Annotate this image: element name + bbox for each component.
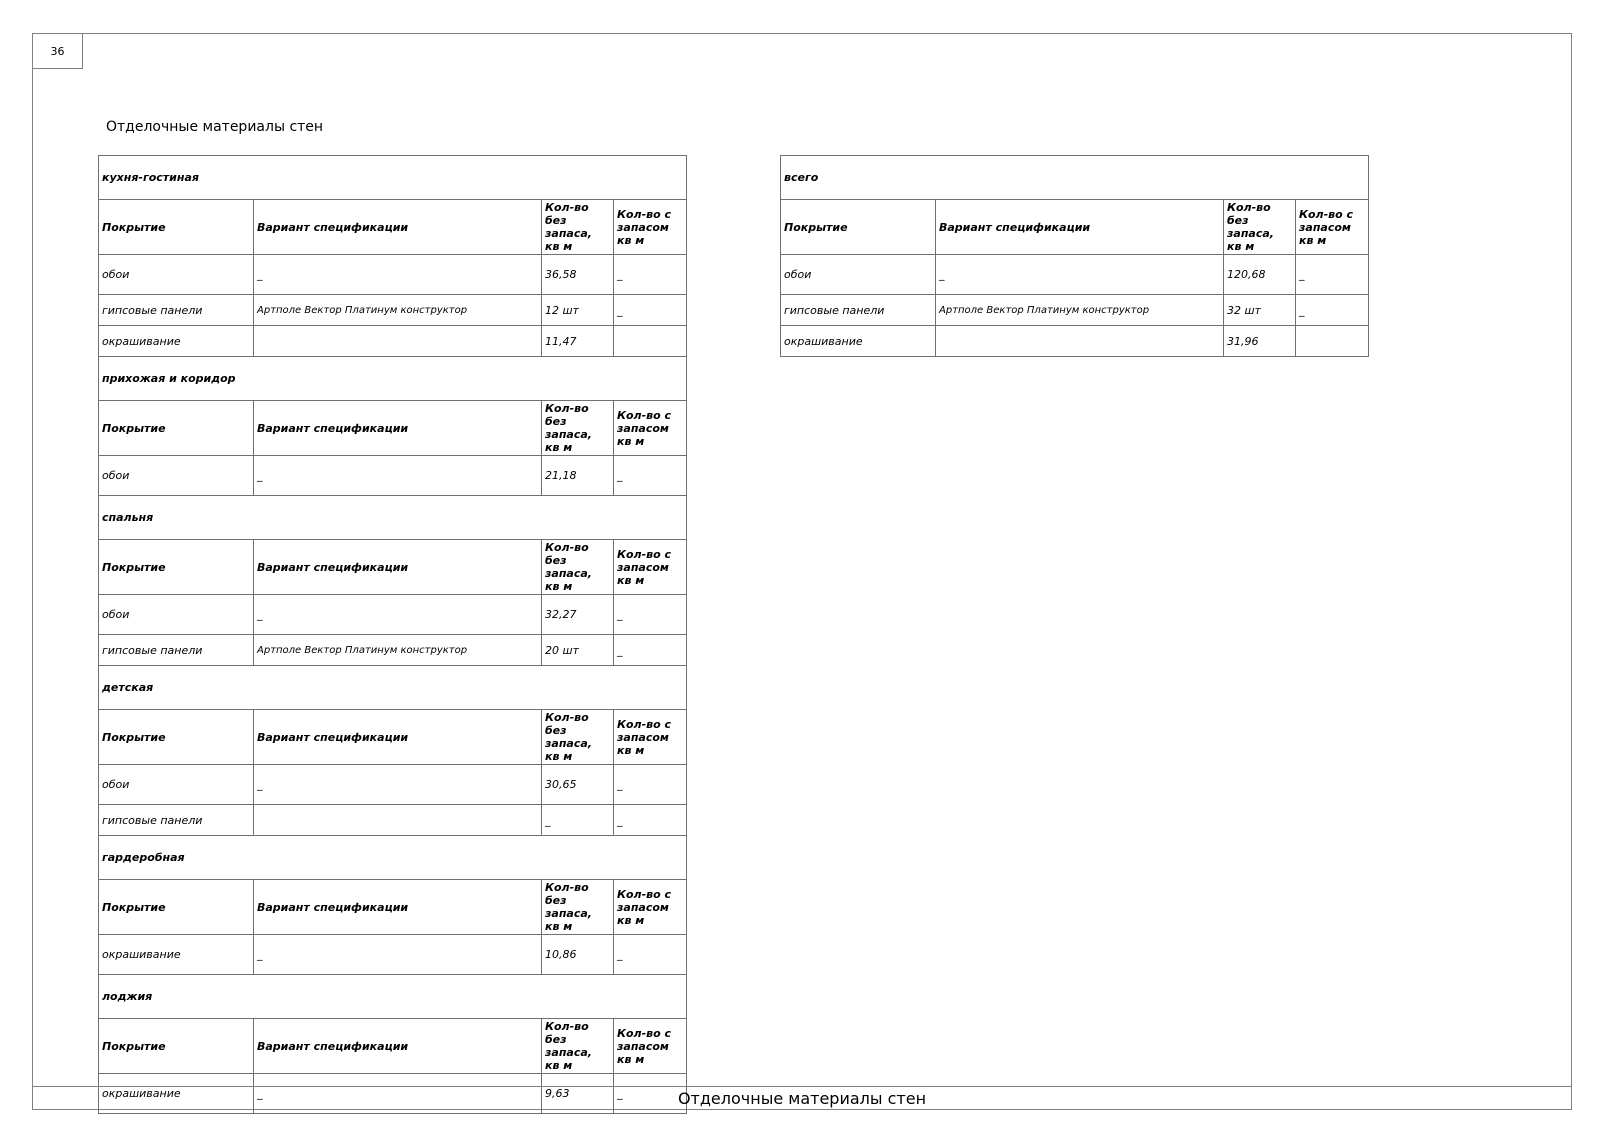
- spec-cell: Артполе Вектор Платинум конструктор: [254, 635, 542, 666]
- header-spec: Вариант спецификации: [254, 1019, 542, 1074]
- header-spec: Вариант спецификации: [254, 880, 542, 935]
- header-qty-reserve: Кол-во с запасом кв м: [1296, 200, 1369, 255]
- spec-cell: _: [254, 255, 542, 295]
- qty-cell: 12 шт: [542, 295, 614, 326]
- header-coverage: Покрытие: [99, 710, 254, 765]
- qty-cell: _: [542, 805, 614, 836]
- qty-reserve-cell: _: [1296, 255, 1369, 295]
- page-number: 36: [32, 33, 83, 69]
- coverage-cell: окрашивание: [99, 935, 254, 975]
- header-coverage: Покрытие: [99, 200, 254, 255]
- header-coverage: Покрытие: [99, 540, 254, 595]
- qty-cell: 36,58: [542, 255, 614, 295]
- spec-cell: Артполе Вектор Платинум конструктор: [254, 295, 542, 326]
- qty-reserve-cell: _: [614, 765, 687, 805]
- header-spec: Вариант спецификации: [936, 200, 1224, 255]
- qty-reserve-cell: _: [614, 935, 687, 975]
- qty-cell: 20 шт: [542, 635, 614, 666]
- room-title: всего: [781, 156, 1369, 200]
- coverage-cell: окрашивание: [99, 1074, 254, 1114]
- qty-cell: 10,86: [542, 935, 614, 975]
- header-coverage: Покрытие: [99, 401, 254, 456]
- qty-reserve-cell: _: [1296, 295, 1369, 326]
- spec-cell: _: [936, 255, 1224, 295]
- coverage-cell: обои: [99, 456, 254, 496]
- header-row: [99, 540, 687, 595]
- spec-cell: _: [254, 456, 542, 496]
- header-qty-no-reserve: Кол-во без запаса, кв м: [542, 200, 614, 255]
- qty-cell: 9,63: [542, 1074, 614, 1114]
- rooms-table: [98, 155, 687, 1114]
- header-spec: Вариант спецификации: [254, 540, 542, 595]
- coverage-cell: гипсовые панели: [781, 295, 936, 326]
- header-qty-no-reserve: Кол-во без запаса, кв м: [542, 540, 614, 595]
- header-row: [99, 1019, 687, 1074]
- coverage-cell: окрашивание: [781, 326, 936, 357]
- spec-cell: _: [254, 1074, 542, 1114]
- header-row: [99, 880, 687, 935]
- table-row: [99, 255, 687, 295]
- qty-cell: 30,65: [542, 765, 614, 805]
- table-row: [99, 295, 687, 326]
- room-title: прихожая и коридор: [99, 357, 687, 401]
- room-title: детская: [99, 666, 687, 710]
- qty-cell: 120,68: [1224, 255, 1296, 295]
- qty-reserve-cell: _: [614, 456, 687, 496]
- header-coverage: Покрытие: [99, 1019, 254, 1074]
- header-coverage: Покрытие: [781, 200, 936, 255]
- qty-cell: 21,18: [542, 456, 614, 496]
- qty-reserve-cell: _: [614, 1074, 687, 1114]
- table-row: [781, 255, 1369, 295]
- header-spec: Вариант спецификации: [254, 200, 542, 255]
- room-title: лоджия: [99, 975, 687, 1019]
- header-qty-no-reserve: Кол-во без запаса, кв м: [542, 1019, 614, 1074]
- table-row: [99, 635, 687, 666]
- qty-reserve-cell: [1296, 326, 1369, 357]
- qty-reserve-cell: _: [614, 295, 687, 326]
- header-row: [781, 200, 1369, 255]
- table-row: [99, 595, 687, 635]
- spec-cell: _: [254, 765, 542, 805]
- table-row: [99, 326, 687, 357]
- header-row: [99, 200, 687, 255]
- qty-reserve-cell: _: [614, 635, 687, 666]
- header-qty-no-reserve: Кол-во без запаса, кв м: [542, 401, 614, 456]
- header-qty-reserve: Кол-во с запасом кв м: [614, 200, 687, 255]
- qty-reserve-cell: [614, 326, 687, 357]
- spec-cell: [254, 805, 542, 836]
- table-row: [99, 805, 687, 836]
- header-qty-reserve: Кол-во с запасом кв м: [614, 1019, 687, 1074]
- qty-reserve-cell: _: [614, 595, 687, 635]
- spec-cell: _: [254, 595, 542, 635]
- page-heading: Отделочные материалы стен: [106, 119, 324, 135]
- total-table: [780, 155, 1369, 357]
- qty-reserve-cell: _: [614, 255, 687, 295]
- room-title: гардеробная: [99, 836, 687, 880]
- coverage-cell: гипсовые панели: [99, 295, 254, 326]
- table-row: [781, 326, 1369, 357]
- spec-cell: Артполе Вектор Платинум конструктор: [936, 295, 1224, 326]
- table-row: [781, 295, 1369, 326]
- qty-cell: 32,27: [542, 595, 614, 635]
- header-qty-reserve: Кол-во с запасом кв м: [614, 880, 687, 935]
- header-qty-no-reserve: Кол-во без запаса, кв м: [542, 710, 614, 765]
- spec-cell: [254, 326, 542, 357]
- table-row: [99, 765, 687, 805]
- table-row: [99, 935, 687, 975]
- header-qty-reserve: Кол-во с запасом кв м: [614, 401, 687, 456]
- room-title: спальня: [99, 496, 687, 540]
- room-title: кухня-гостиная: [99, 156, 687, 200]
- coverage-cell: обои: [99, 255, 254, 295]
- header-qty-reserve: Кол-во с запасом кв м: [614, 540, 687, 595]
- coverage-cell: обои: [99, 765, 254, 805]
- header-row: [99, 401, 687, 456]
- qty-reserve-cell: _: [614, 805, 687, 836]
- qty-cell: 31,96: [1224, 326, 1296, 357]
- coverage-cell: обои: [99, 595, 254, 635]
- qty-cell: 11,47: [542, 326, 614, 357]
- header-qty-no-reserve: Кол-во без запаса, кв м: [542, 880, 614, 935]
- footer-title: Отделочные материалы стен: [32, 1086, 1572, 1110]
- header-qty-reserve: Кол-во с запасом кв м: [614, 710, 687, 765]
- header-coverage: Покрытие: [99, 880, 254, 935]
- header-row: [99, 710, 687, 765]
- coverage-cell: гипсовые панели: [99, 805, 254, 836]
- table-row: [99, 456, 687, 496]
- spec-cell: _: [254, 935, 542, 975]
- coverage-cell: гипсовые панели: [99, 635, 254, 666]
- header-qty-no-reserve: Кол-во без запаса, кв м: [1224, 200, 1296, 255]
- qty-cell: 32 шт: [1224, 295, 1296, 326]
- coverage-cell: окрашивание: [99, 326, 254, 357]
- spec-cell: [936, 326, 1224, 357]
- coverage-cell: обои: [781, 255, 936, 295]
- header-spec: Вариант спецификации: [254, 710, 542, 765]
- header-spec: Вариант спецификации: [254, 401, 542, 456]
